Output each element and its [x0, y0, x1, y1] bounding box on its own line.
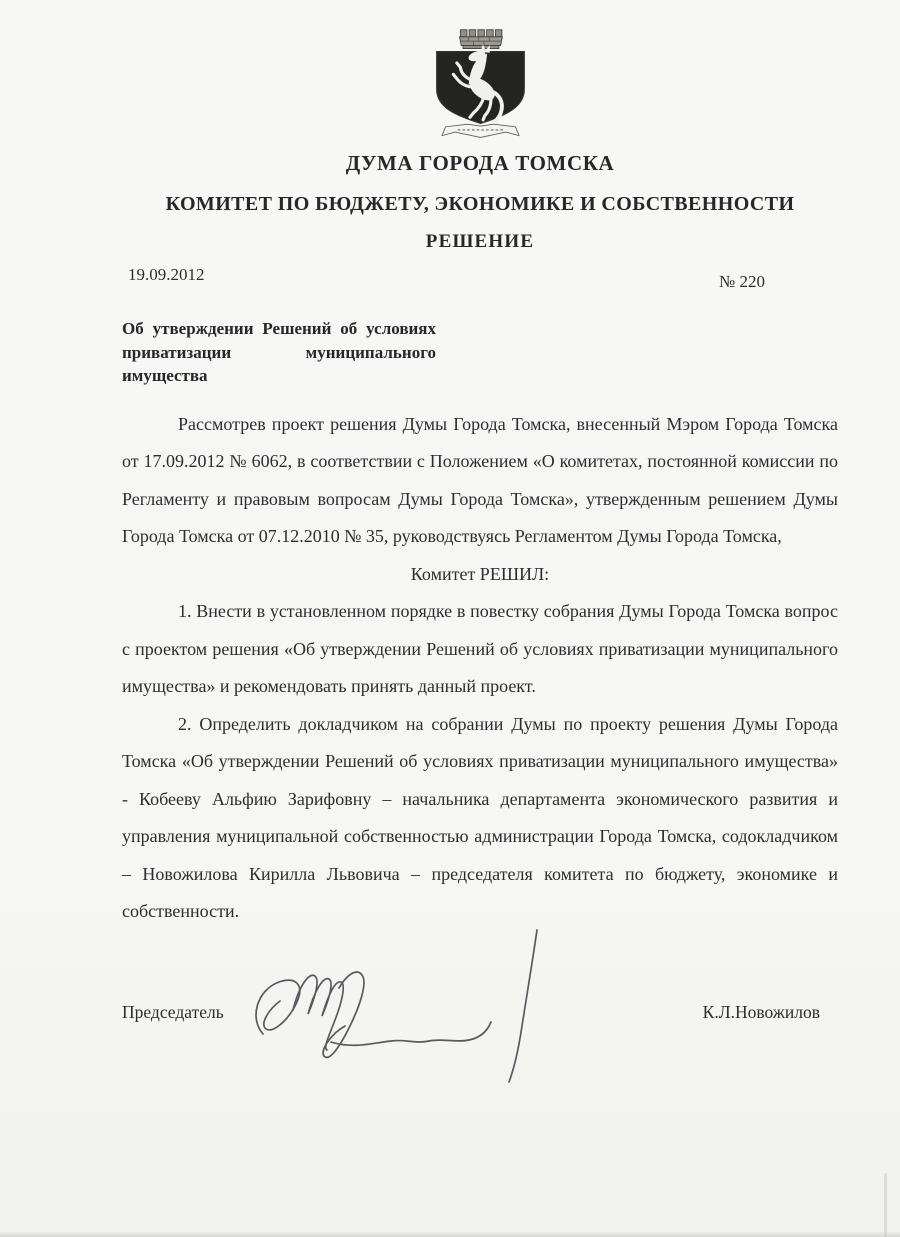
- signer-title: Председатель: [122, 1002, 224, 1022]
- preamble-paragraph: Рассмотрев проект решения Думы Города Томска, внесенный Мэром Города Томска от 17.09.2012 № 6062, в соответствии с Положением «О комитетах, постоянной комиссии по Регламенту и правовым вопросам Думы Города Томска», утвержденным решением Думы Города Томска от 07.12.2010 № 35, руководствуясь Регламентом Думы Города Томска,: [122, 413, 838, 546]
- date-number-row: [128, 265, 765, 291]
- subject-paragraph: Об утверждении Решений об условиях приватизации муниципального имущества: [122, 319, 436, 385]
- committee-title: КОМИТЕТ ПО БЮДЖЕТУ, ЭКОНОМИКЕ И СОБСТВЕННОСТИ: [165, 193, 795, 215]
- resolution-item-1: 1. Внести в установленном порядке в повестку собрания Думы Города Томска вопрос с проектом решения «Об утверждении Решений об условиях приватизации муниципального имущества» и рекомендовать принять данный проект.: [122, 601, 838, 696]
- scan-right-edge-mark: [884, 1173, 887, 1237]
- body-text: [122, 406, 838, 931]
- resolution-item-2: 2. Определить докладчиком на собрании Думы по проекту решения Думы Города Томска «Об утверждении Решений об условиях приватизации муниципального имущества» - Кобееву Альфию Зарифовну – начальника департамента экономического развития и управления муниципальной собственностью администрации Города Томска, содокладчиком – Новожилова Кирилла Львовича – председателя комитета по бюджету, экономике и собственности.: [122, 713, 838, 921]
- signature-row: [122, 1002, 820, 1023]
- document-header: [122, 0, 838, 253]
- tomsk-coat-of-arms-icon: [428, 28, 533, 140]
- resolution-intro: Комитет РЕШИЛ:: [410, 563, 550, 584]
- scan-bottom-shadow: [0, 1231, 900, 1237]
- ribbon-banner-icon: [442, 124, 519, 137]
- organization-title: ДУМА ГОРОДА ТОМСКА: [345, 151, 615, 175]
- document-number: № 220: [719, 272, 765, 291]
- document-date: 19.09.2012: [128, 265, 205, 284]
- signer-name: К.Л.Новожилов: [702, 1002, 820, 1022]
- mural-crown-icon: [459, 30, 502, 49]
- document-type-title: РЕШЕНИЕ: [425, 231, 535, 252]
